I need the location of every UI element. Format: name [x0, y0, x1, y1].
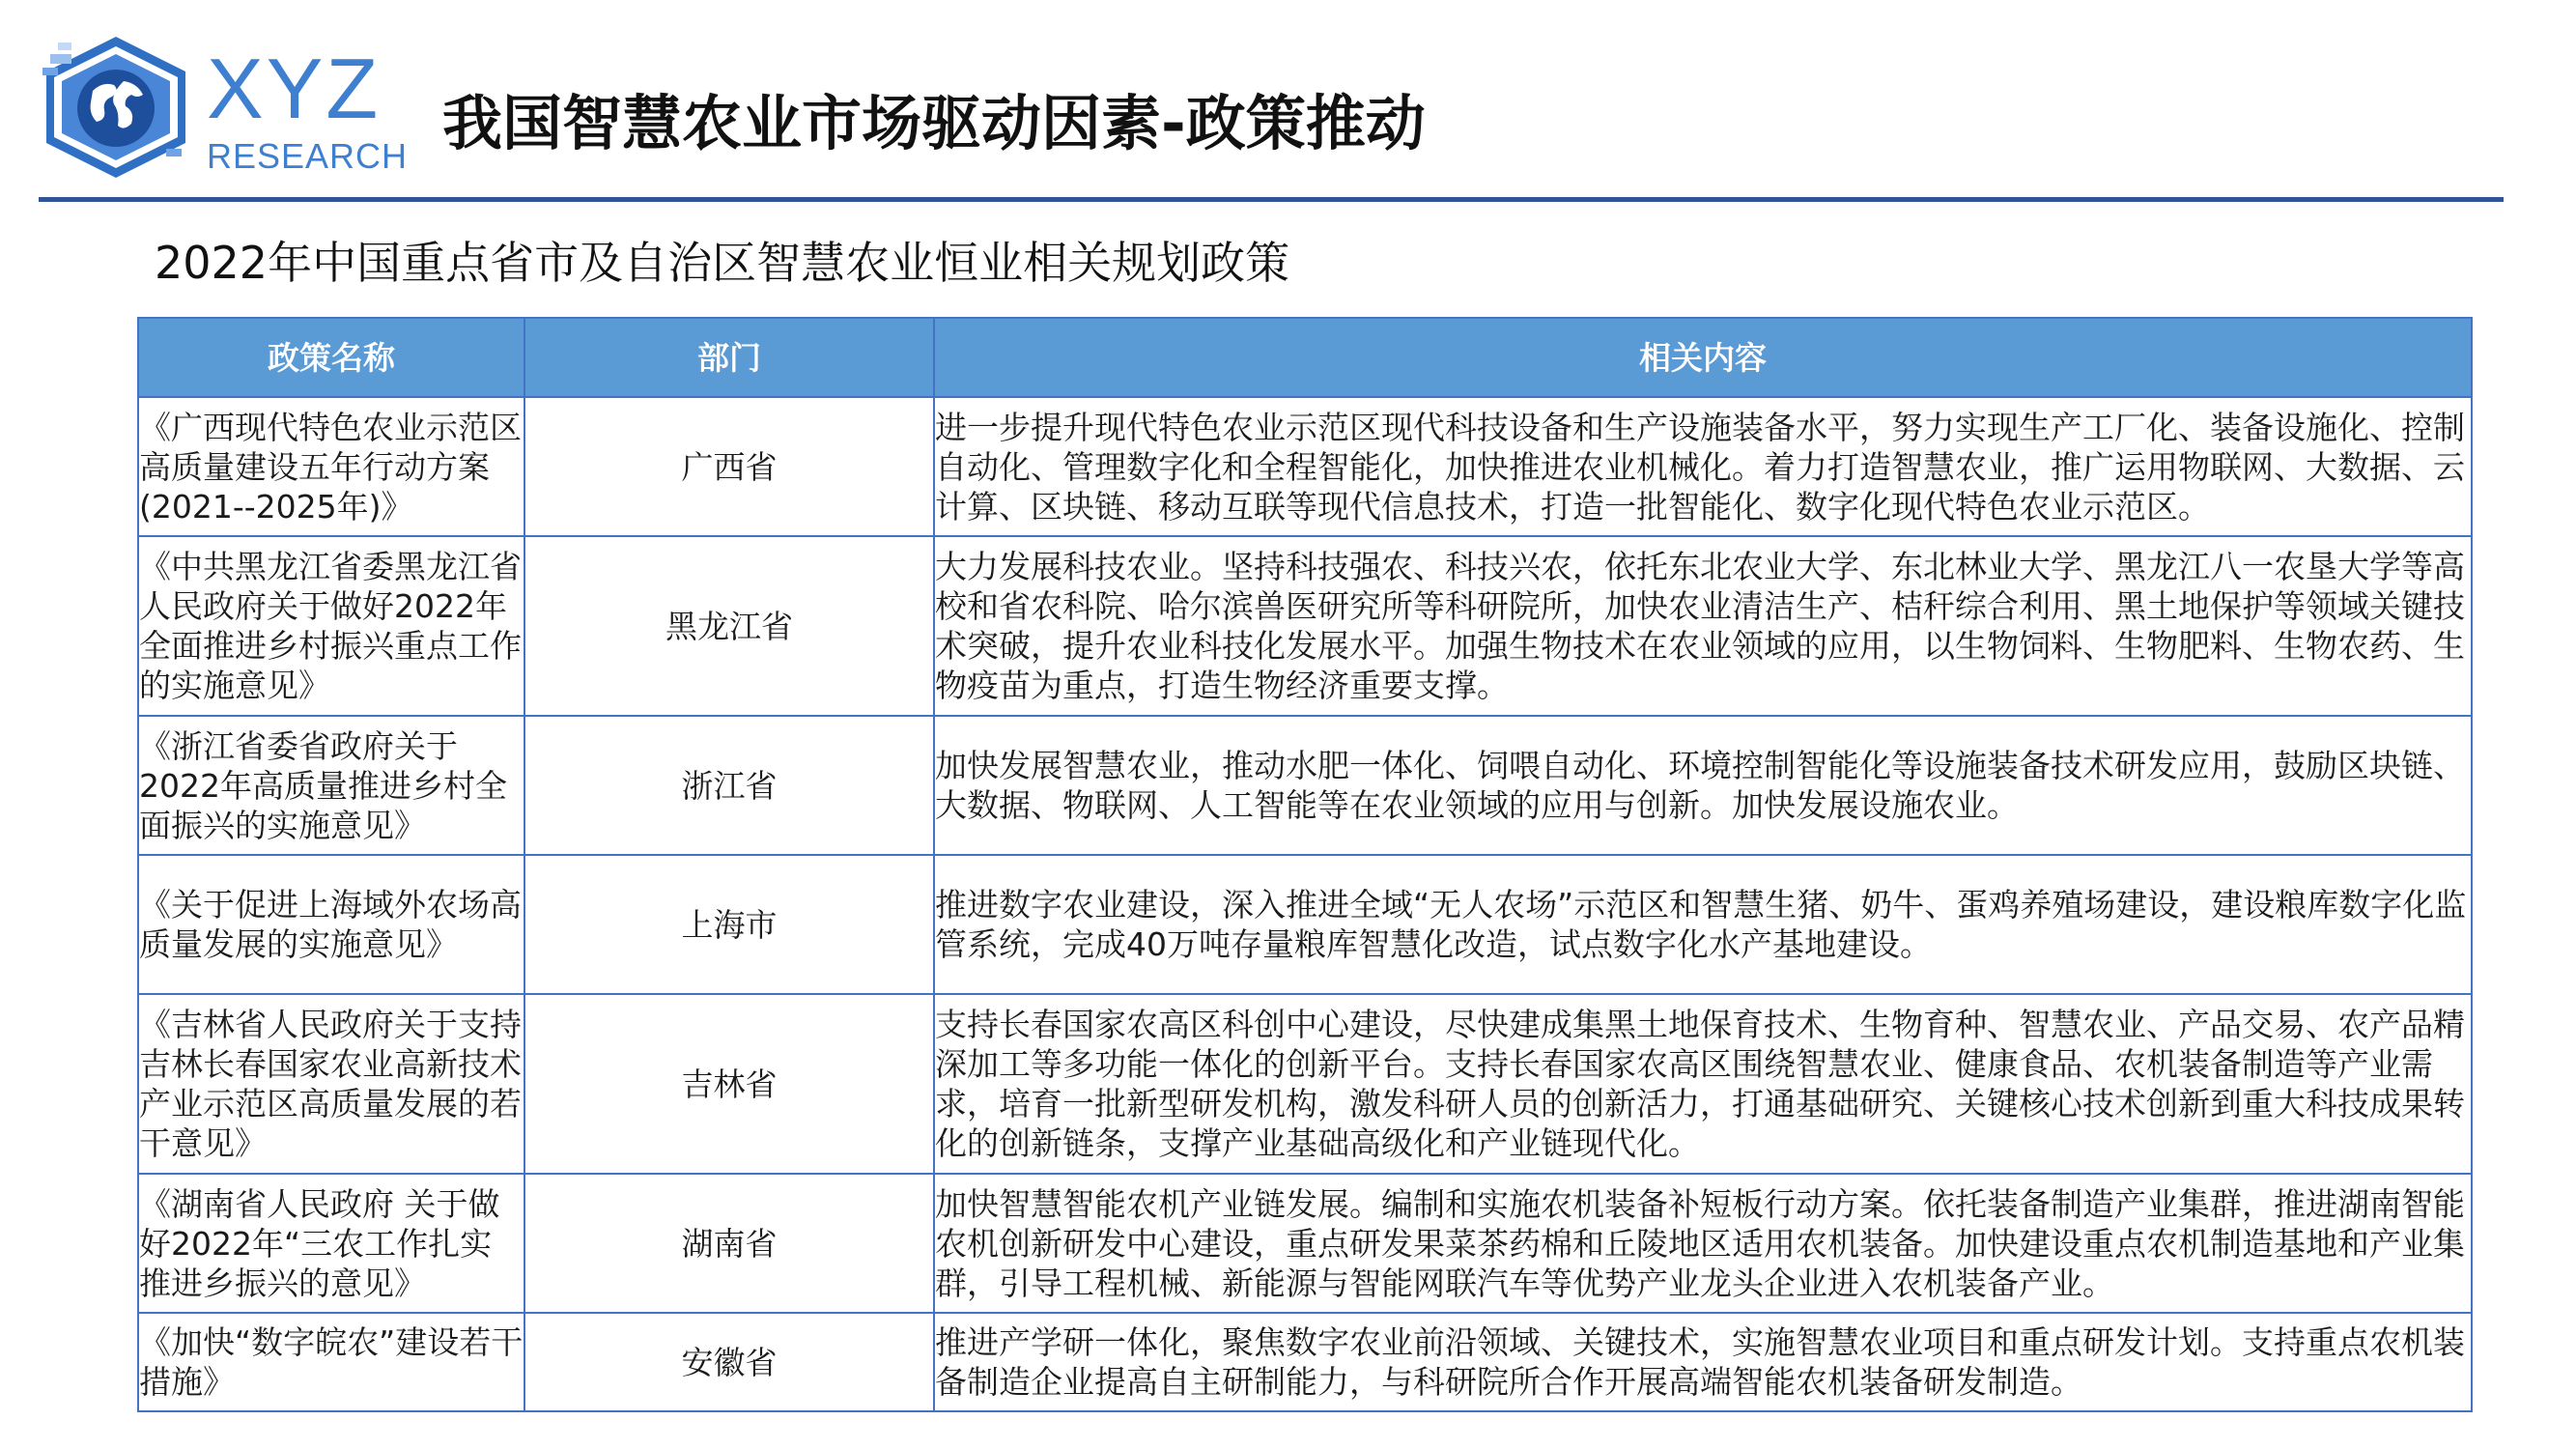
column-header-policy-name: 政策名称: [138, 318, 524, 397]
table-row: [138, 1313, 2472, 1411]
table-row: [138, 397, 2472, 536]
table-caption: 2022年中国重点省市及自治区智慧农业恒业相关规划政策: [155, 237, 1290, 289]
globe-hexagon-logo: [39, 35, 193, 180]
column-header-department: 部门: [524, 318, 934, 397]
department-cell: 上海市: [524, 855, 934, 994]
policy-name-cell: 《关于促进上海域外农场高质量发展的实施意见》: [138, 855, 524, 994]
department-cell: 浙江省: [524, 716, 934, 855]
policy-name-cell: 《加快“数字皖农”建设若干措施》: [138, 1313, 524, 1411]
policy-name-cell: 《浙江省委省政府关于2022年高质量推进乡村全面振兴的实施意见》: [138, 716, 524, 855]
department-cell: 广西省: [524, 397, 934, 536]
content-cell: 推进产学研一体化，聚焦数字农业前沿领域、关键技术，实施智慧农业项目和重点研发计划。支持重点农机装备制造企业提高自主研制能力，与科研院所合作开展高端智能农机装备研发制造。: [934, 1313, 2472, 1411]
content-cell: 推进数字农业建设，深入推进全域“无人农场”示范区和智慧生猪、奶牛、蛋鸡养殖场建设，建设粮库数字化监管系统，完成40万吨存量粮库智慧化改造，试点数字化水产基地建设。: [934, 855, 2472, 994]
department-cell: 黑龙江省: [524, 536, 934, 716]
brand-name: XYZ: [207, 41, 382, 136]
content-cell: 大力发展科技农业。坚持科技强农、科技兴农，依托东北农业大学、东北林业大学、黑龙江八一农垦大学等高校和省农科院、哈尔滨兽医研究所等科研院所，加快农业清洁生产、桔秆综合利用、黑土地保护等领域关键技术突破，提升农业科技化发展水平。加强生物技术在农业领域的应用，以生物饲料、生物肥料、生物农药、生物疫苗为重点，打造生物经济重要支撑。: [934, 536, 2472, 716]
policy-name-cell: 《吉林省人民政府关于支持吉林长春国家农业高新技术产业示范区高质量发展的若干意见》: [138, 994, 524, 1174]
content-cell: 加快发展智慧农业，推动水肥一体化、饲喂自动化、环境控制智能化等设施装备技术研发应用，鼓励区块链、大数据、物联网、人工智能等在农业领域的应用与创新。加快发展设施农业。: [934, 716, 2472, 855]
content-cell: 加快智慧智能农机产业链发展。编制和实施农机装备补短板行动方案。依托装备制造产业集群，推进湖南智能农机创新研发中心建设，重点研发果菜茶药棉和丘陵地区适用农机装备。加快建设重点农机制造基地和产业集群，引导工程机械、新能源与智能网联汽车等优势产业龙头企业进入农机装备产业。: [934, 1174, 2472, 1313]
policy-name-cell: 《湖南省人民政府 关于做好2022年“三农工作扎实推进乡振兴的意见》: [138, 1174, 524, 1313]
policy-name-cell: 《广西现代特色农业示范区高质量建设五年行动方案(2021--2025年)》: [138, 397, 524, 536]
table-row: [138, 855, 2472, 994]
table-row: [138, 994, 2472, 1174]
department-cell: 吉林省: [524, 994, 934, 1174]
table-header-row: [138, 318, 2472, 397]
content-cell: 进一步提升现代特色农业示范区现代科技设备和生产设施装备水平，努力实现生产工厂化、装备设施化、控制自动化、管理数字化和全程智能化，加快推进农业机械化。着力打造智慧农业，推广运用物联网、大数据、云计算、区块链、移动互联等现代信息技术，打造一批智能化、数字化现代特色农业示范区。: [934, 397, 2472, 536]
policy-table: [137, 317, 2473, 1412]
brand-subname: RESEARCH: [207, 136, 409, 176]
table-row: [138, 716, 2472, 855]
content-cell: 支持长春国家农高区科创中心建设，尽快建成集黑土地保育技术、生物育种、智慧农业、产品交易、农产品精深加工等多功能一体化的创新平台。支持长春国家农高区围绕智慧农业、健康食品、农机装备制造等产业需求，培育一批新型研发机构，激发科研人员的创新活力，打通基础研究、关键核心技术创新到重大科技成果转化的创新链条，支撑产业基础高级化和产业链现代化。: [934, 994, 2472, 1174]
column-header-content: 相关内容: [934, 318, 2472, 397]
department-cell: 安徽省: [524, 1313, 934, 1411]
table-row: [138, 536, 2472, 716]
page-title: 我国智慧农业市场驱动因素-政策推动: [442, 88, 1426, 158]
title-divider: [39, 197, 2504, 202]
table-row: [138, 1174, 2472, 1313]
department-cell: 湖南省: [524, 1174, 934, 1313]
policy-name-cell: 《中共黑龙江省委黑龙江省人民政府关于做好2022年全面推进乡村振兴重点工作的实施意见》: [138, 536, 524, 716]
